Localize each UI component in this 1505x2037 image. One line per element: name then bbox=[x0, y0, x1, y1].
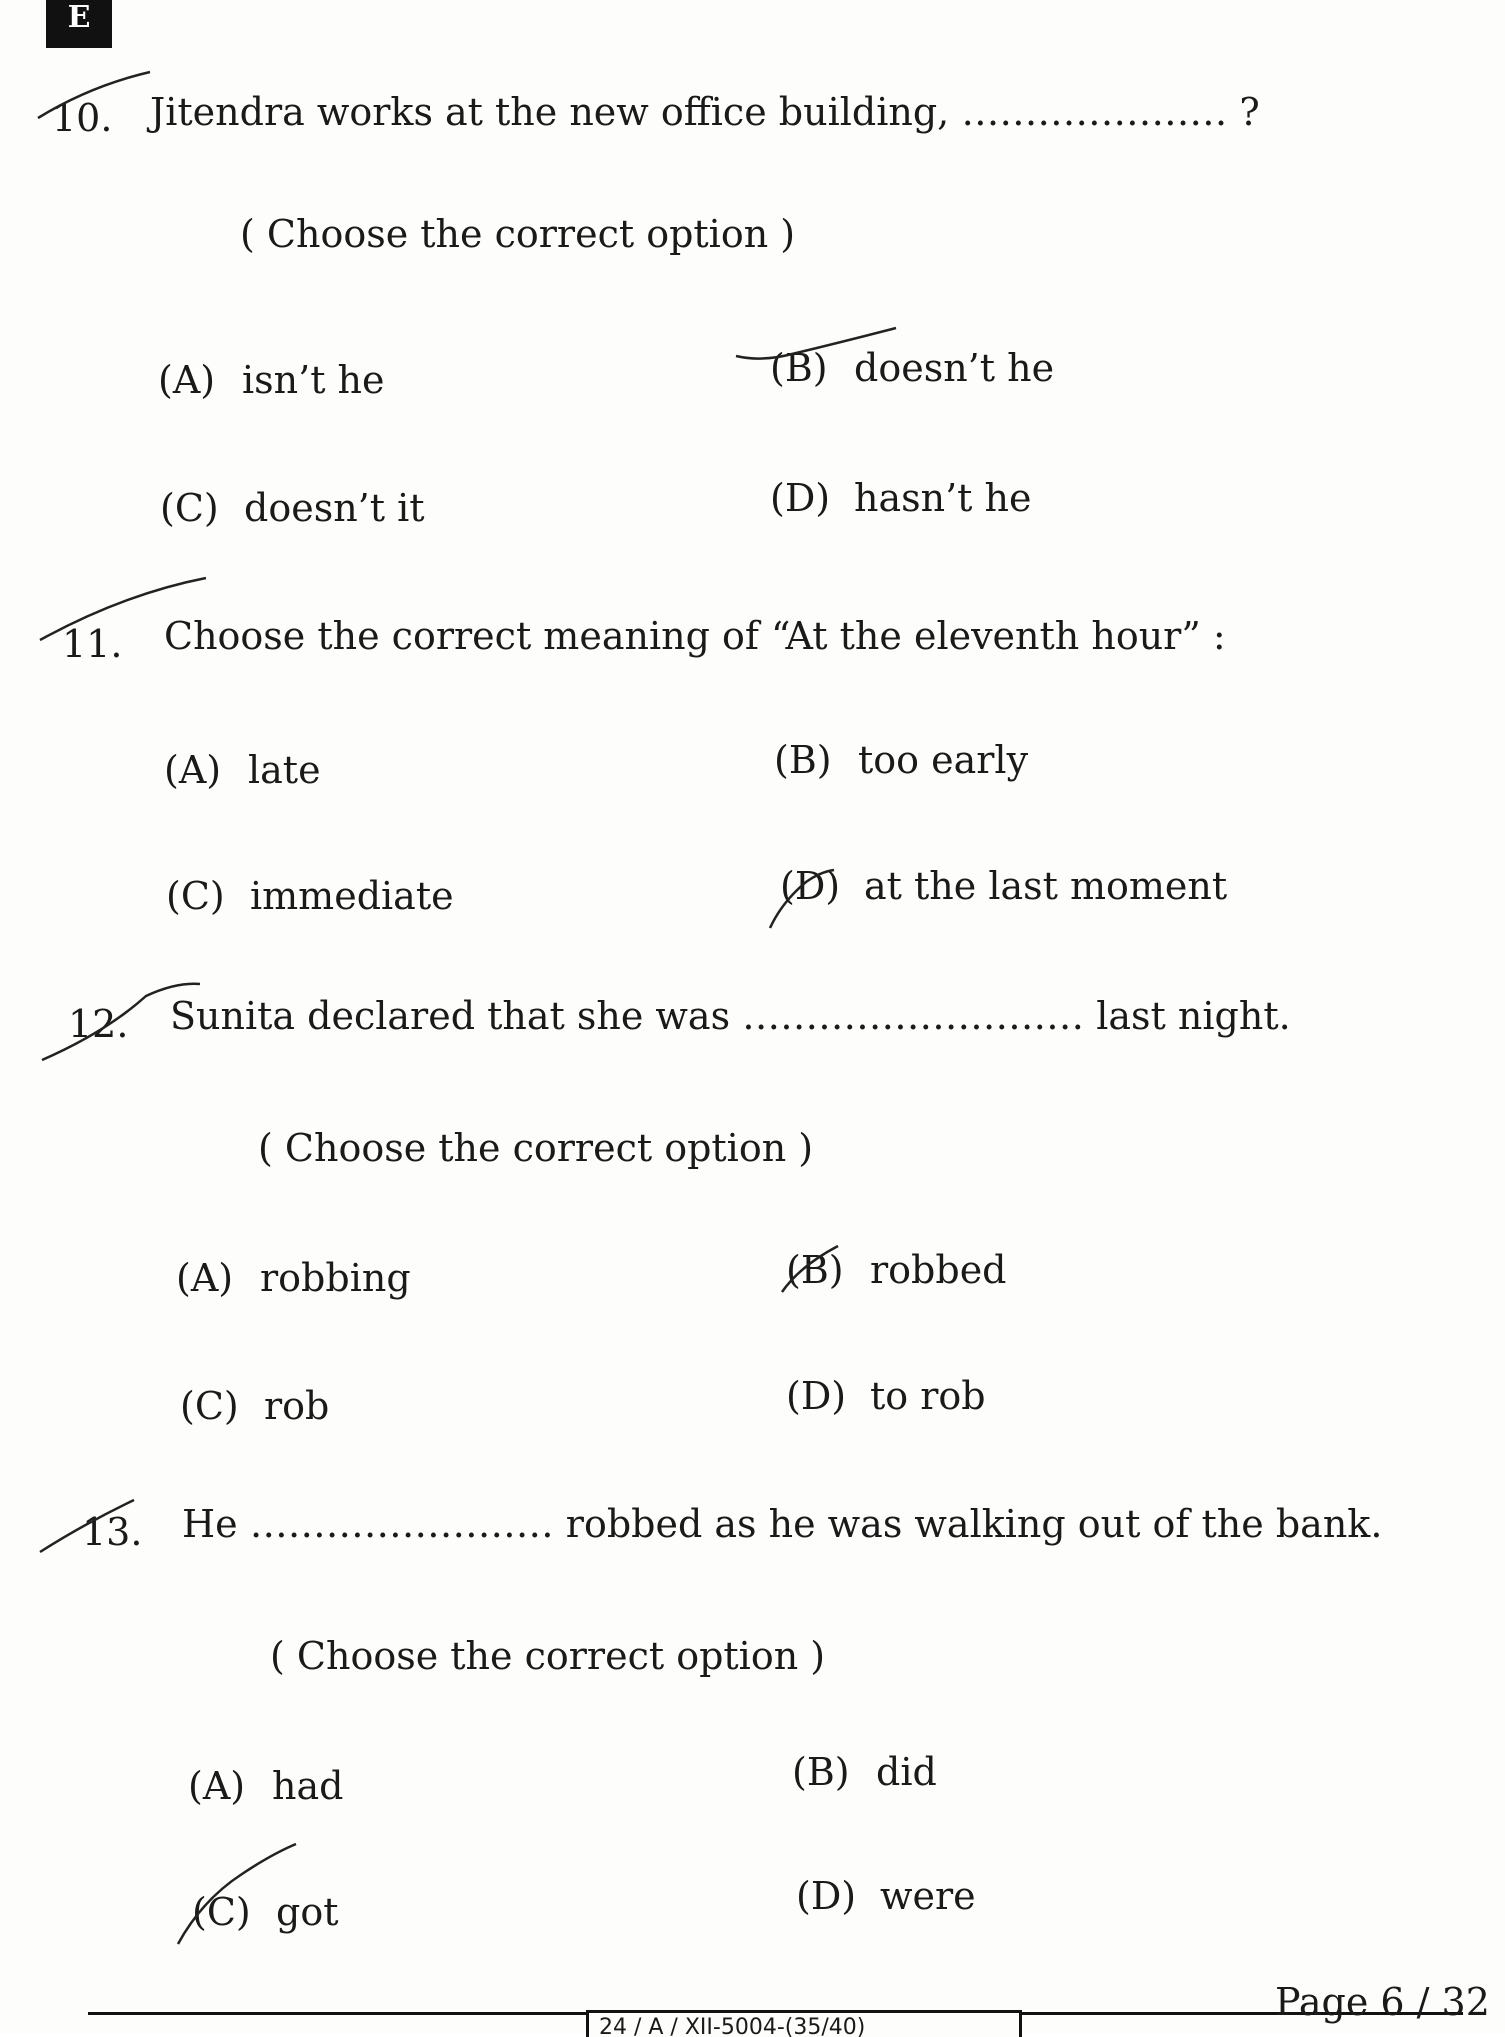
option-text: immediate bbox=[250, 874, 454, 918]
question-number: 12. bbox=[68, 1002, 129, 1046]
option-label: (A) bbox=[158, 358, 216, 402]
option-b[interactable] bbox=[786, 1248, 1007, 1292]
question-instruction: ( Choose the correct option ) bbox=[270, 1634, 826, 1678]
option-text: isn’t he bbox=[242, 358, 385, 402]
option-c[interactable] bbox=[180, 1384, 329, 1428]
option-label: (A) bbox=[176, 1256, 234, 1300]
set-badge: E bbox=[46, 0, 112, 48]
question-text: Sunita declared that she was ……………………… last night. bbox=[170, 994, 1291, 1038]
option-label: (C) bbox=[180, 1384, 239, 1428]
option-b[interactable] bbox=[770, 346, 1054, 390]
option-text: got bbox=[276, 1890, 339, 1934]
footer-paper-code: 24 / A / XII-5004-(35/40) bbox=[586, 2010, 1022, 2037]
option-text: to rob bbox=[870, 1374, 986, 1418]
option-text: rob bbox=[264, 1384, 330, 1428]
option-text: doesn’t it bbox=[244, 486, 425, 530]
question-text: Jitendra works at the new office building, ………………… ? bbox=[150, 90, 1260, 134]
option-a[interactable] bbox=[158, 358, 385, 402]
question-number: 13. bbox=[82, 1510, 143, 1554]
question-instruction: ( Choose the correct option ) bbox=[258, 1126, 814, 1170]
option-d[interactable] bbox=[796, 1874, 976, 1918]
option-label: (C) bbox=[192, 1890, 251, 1934]
option-b[interactable] bbox=[774, 738, 1028, 782]
option-c[interactable] bbox=[192, 1890, 338, 1934]
option-label: (D) bbox=[770, 476, 831, 520]
option-c[interactable] bbox=[166, 874, 454, 918]
option-label: (B) bbox=[774, 738, 832, 782]
option-label: (D) bbox=[786, 1374, 847, 1418]
question-text: Choose the correct meaning of “At the eleventh hour” : bbox=[164, 614, 1226, 658]
option-label: (A) bbox=[188, 1764, 246, 1808]
option-text: were bbox=[880, 1874, 976, 1918]
option-text: robbed bbox=[870, 1248, 1007, 1292]
question-instruction: ( Choose the correct option ) bbox=[240, 212, 796, 256]
option-label: (C) bbox=[166, 874, 225, 918]
option-text: did bbox=[876, 1750, 937, 1794]
option-text: late bbox=[248, 748, 321, 792]
option-text: doesn’t he bbox=[854, 346, 1055, 390]
option-label: (D) bbox=[780, 864, 841, 908]
option-label: (C) bbox=[160, 486, 219, 530]
option-label: (D) bbox=[796, 1874, 857, 1918]
option-text: hasn’t he bbox=[854, 476, 1032, 520]
option-d[interactable] bbox=[770, 476, 1032, 520]
option-d[interactable] bbox=[780, 864, 1227, 908]
option-text: too early bbox=[858, 738, 1029, 782]
option-label: (B) bbox=[770, 346, 828, 390]
question-number: 10. bbox=[52, 96, 113, 140]
option-text: robbing bbox=[260, 1256, 411, 1300]
footer-page-number: Page 6 / 32 bbox=[1275, 1980, 1490, 2024]
option-text: at the last moment bbox=[864, 864, 1228, 908]
option-label: (B) bbox=[792, 1750, 850, 1794]
option-a[interactable] bbox=[188, 1764, 343, 1808]
option-text: had bbox=[272, 1764, 344, 1808]
question-number: 11. bbox=[62, 622, 123, 666]
option-label: (B) bbox=[786, 1248, 844, 1292]
option-a[interactable] bbox=[176, 1256, 411, 1300]
option-b[interactable] bbox=[792, 1750, 937, 1794]
option-a[interactable] bbox=[164, 748, 321, 792]
question-text: He …………………… robbed as he was walking out of the bank. bbox=[182, 1502, 1383, 1546]
option-d[interactable] bbox=[786, 1374, 986, 1418]
option-label: (A) bbox=[164, 748, 222, 792]
option-c[interactable] bbox=[160, 486, 425, 530]
